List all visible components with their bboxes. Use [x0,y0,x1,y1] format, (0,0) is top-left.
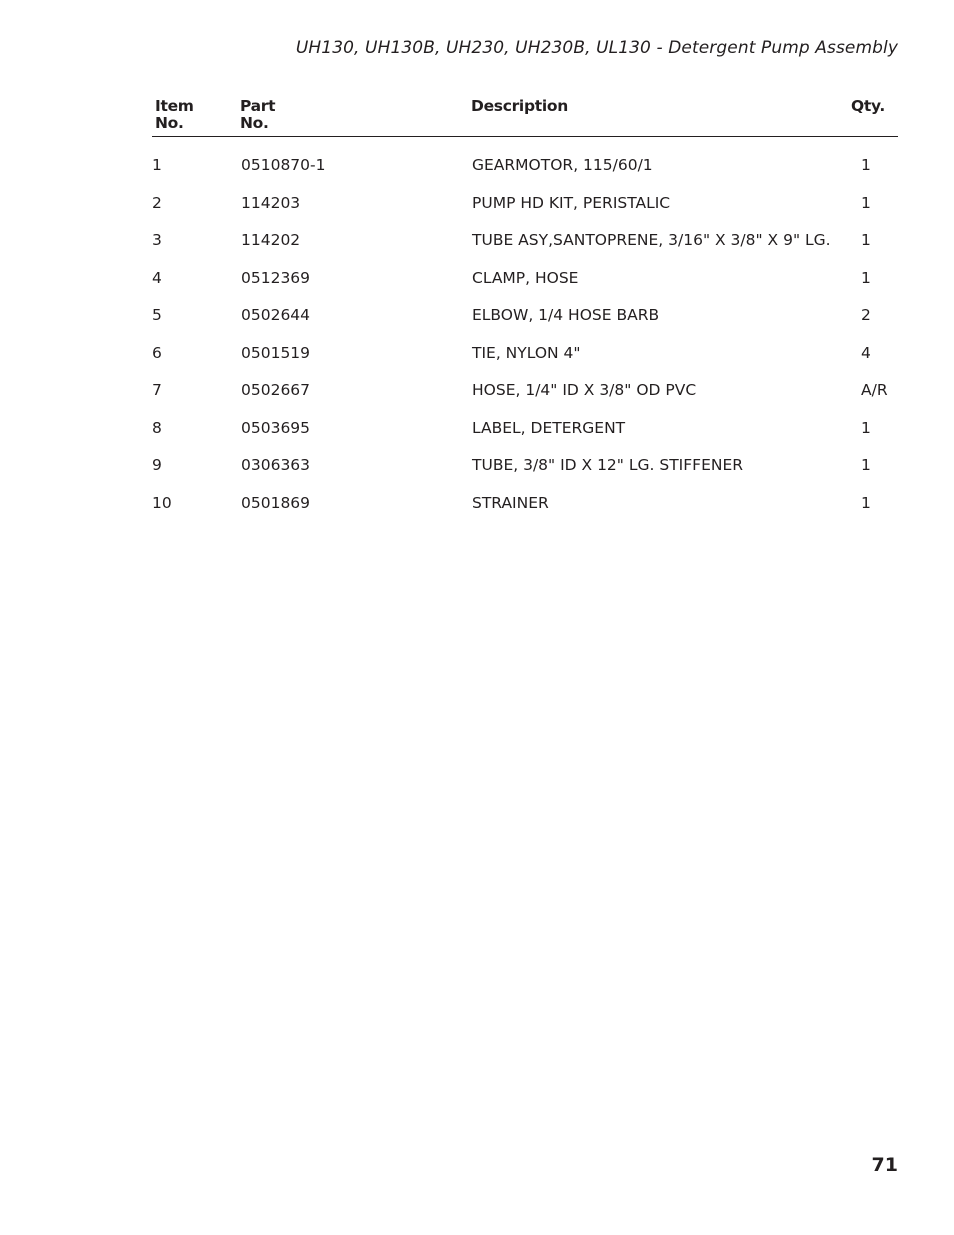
column-header-qty: Qty. [851,97,885,115]
table-row [152,493,898,531]
part-no-cell: 0501519 [241,343,311,362]
part-no-cell: 0503695 [241,418,311,437]
part-no-cell: 0306363 [241,456,311,474]
part-no-cell: 0510870-1 [241,156,326,174]
description-cell: PUMP HD KIT, PERISTALIC [472,193,671,212]
table-row [152,268,898,306]
description-cell: TUBE, 3/8" ID X 12" LG. STIFFENER [472,456,744,474]
part-no-cell: 0512369 [241,268,311,287]
table-row [152,230,898,268]
item-no-cell: 6 [152,343,162,362]
item-no-cell: 2 [152,193,162,212]
table-row [152,155,898,193]
parts-table [152,98,898,530]
qty-cell: 1 [861,231,871,249]
item-no-cell: 4 [152,268,162,287]
item-no-cell: 9 [152,456,162,474]
qty-cell: A/R [861,381,888,399]
page-number: 71 [871,1154,898,1176]
item-no-cell: 10 [152,493,172,512]
column-header-description: Description [471,97,568,115]
part-no-cell: 0501869 [241,493,311,512]
description-cell: STRAINER [472,493,549,512]
description-cell: TUBE ASY,SANTOPRENE, 3/16" X 3/8" X 9" LG. [472,231,831,249]
qty-cell: 1 [861,268,871,287]
description-cell: GEARMOTOR, 115/60/1 [472,156,653,174]
item-no-cell: 8 [152,418,162,437]
column-header-part-no: Part No. [240,97,276,132]
qty-cell: 1 [861,193,871,212]
table-row [152,305,898,343]
description-cell: CLAMP, HOSE [472,268,579,287]
part-no-cell: 114202 [241,231,301,249]
qty-cell: 1 [861,156,871,174]
table-row [152,193,898,231]
item-no-cell: 1 [152,156,162,174]
qty-cell: 1 [861,418,871,437]
table-header [152,98,898,137]
page-header-title: UH130, UH130B, UH230, UH230B, UL130 - Detergent Pump Assembly [295,38,898,58]
qty-cell: 1 [861,493,871,512]
qty-cell: 4 [861,343,871,362]
description-cell: ELBOW, 1/4 HOSE BARB [472,306,660,324]
item-no-cell: 7 [152,381,162,399]
item-no-cell: 5 [152,306,162,324]
table-row [152,455,898,493]
column-header-item-no: Item No. [155,97,194,132]
description-cell: TIE, NYLON 4" [472,343,581,362]
table-row [152,343,898,381]
qty-cell: 2 [861,306,871,324]
table-row [152,380,898,418]
description-cell: LABEL, DETERGENT [472,418,626,437]
part-no-cell: 114203 [241,193,301,212]
part-no-cell: 0502644 [241,306,311,324]
table-row [152,418,898,456]
description-cell: HOSE, 1/4" ID X 3/8" OD PVC [472,381,697,399]
item-no-cell: 3 [152,231,162,249]
part-no-cell: 0502667 [241,381,311,399]
qty-cell: 1 [861,456,871,474]
table-body [152,155,898,530]
